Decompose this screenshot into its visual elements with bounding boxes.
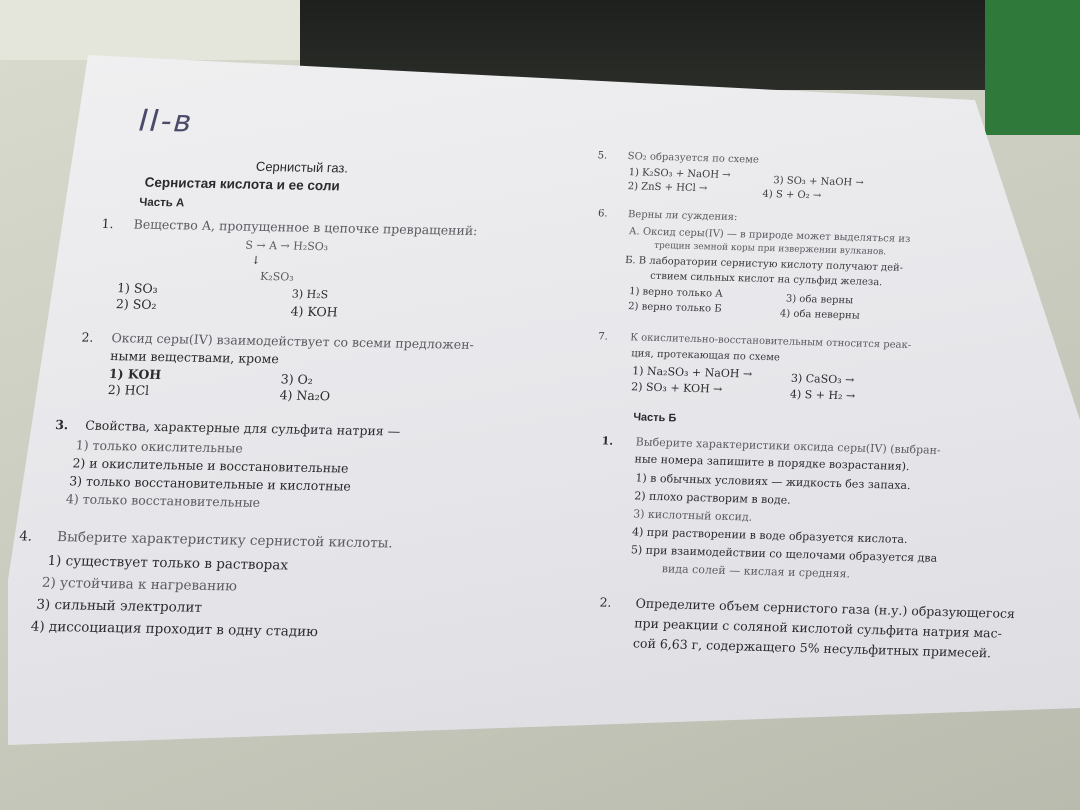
q5-option-2: 2) ZnS + HCl → bbox=[627, 181, 708, 195]
part-b-q1-option-5: 5) при взаимодействии со щелочами образуется два bbox=[630, 543, 938, 565]
q2-text-line-2: ными веществами, кроме bbox=[109, 348, 280, 367]
q7-number: 7. bbox=[597, 331, 609, 343]
q1-chain-product: K₂SO₃ bbox=[259, 269, 295, 284]
q6-number: 6. bbox=[597, 208, 608, 220]
q6-statement-a-line-2: трещин земной коры при извержении вулканов. bbox=[653, 240, 887, 258]
q1-option-4: 4) KOH bbox=[290, 303, 339, 320]
q2-option-3: 3) O₂ bbox=[280, 371, 314, 387]
q6-text: Верны ли суждения: bbox=[627, 209, 738, 224]
q2-option-1: 1) KOH bbox=[108, 366, 162, 383]
q3-option-1: 1) только окислительные bbox=[75, 437, 244, 456]
q3-option-2: 2) и окислительные и восстановительные bbox=[72, 455, 350, 476]
q2-option-4: 4) Na₂O bbox=[279, 387, 331, 404]
q6-statement-b-line-2: ствием сильных кислот на сульфид железа. bbox=[649, 270, 883, 289]
part-b-q1-option-2: 2) плохо растворим в воде. bbox=[633, 489, 792, 507]
background-wall bbox=[0, 0, 300, 60]
q6-statement-b-line-1: Б. В лаборатории сернистую кислоту получают дей- bbox=[624, 255, 904, 274]
background-green-object bbox=[985, 0, 1080, 135]
q5-option-3: 3) SO₃ + NaOH → bbox=[772, 175, 865, 189]
q1-number: 1. bbox=[101, 215, 115, 232]
q3-option-4: 4) только восстановительные bbox=[65, 491, 261, 510]
q4-option-4: 4) диссоциация проходит в одну стадию bbox=[30, 618, 319, 641]
q4-option-2: 2) устойчива к нагреванию bbox=[41, 574, 238, 595]
q1-option-2: 2) SO₂ bbox=[115, 296, 158, 312]
q6-option-2: 2) верно только Б bbox=[627, 301, 722, 315]
title-line-2: Сернистая кислота и ее соли bbox=[144, 174, 341, 194]
q2-number: 2. bbox=[81, 329, 95, 345]
part-b-q1-text-line-1: Выберите характеристики оксида серы(IV) (выбран- bbox=[635, 435, 942, 457]
part-b-q1-option-5-continuation: вида солей — кислая и средняя. bbox=[661, 562, 851, 581]
part-a-heading: Часть А bbox=[138, 196, 185, 210]
part-b-q2-text-line-3: сой 6,63 г, содержащего 5% несульфитных примесей. bbox=[632, 635, 992, 661]
q6-option-4: 4) оба неверны bbox=[779, 308, 861, 322]
part-b-heading: Часть Б bbox=[632, 411, 677, 425]
q3-text: Свойства, характерные для сульфита натрия — bbox=[84, 417, 401, 439]
q1-option-3: 3) H₂S bbox=[291, 287, 329, 302]
handwritten-variant-label: II-в bbox=[137, 103, 195, 140]
q7-option-2: 2) SO₃ + KOH → bbox=[630, 380, 723, 396]
q7-text-line-2: ция, протекающая по схеме bbox=[630, 348, 781, 364]
q7-text-line-1: К окислительно-восстановительным относится реак- bbox=[629, 332, 912, 352]
part-b-q1-number: 1. bbox=[601, 434, 614, 448]
q7-option-3: 3) CaSO₃ → bbox=[790, 371, 855, 387]
q1-text: Вещество А, пропущенное в цепочке превращений: bbox=[133, 216, 478, 239]
q5-text: SO₂ образуется по схеме bbox=[627, 151, 760, 166]
q5-option-1: 1) K₂SO₃ + NaOH → bbox=[628, 167, 731, 181]
part-b-q2-text-line-1: Определите объем сернистого газа (н.у.) образующегося bbox=[635, 595, 1016, 622]
part-b-q1-option-1: 1) в обычных условиях — жидкость без запаха. bbox=[635, 471, 911, 493]
q7-option-4: 4) S + H₂ → bbox=[789, 387, 856, 403]
q1-option-1: 1) SO₃ bbox=[116, 280, 159, 296]
q1-chain: S → A → H₂SO₃ bbox=[244, 238, 329, 254]
part-b-q1-text-line-2: ные номера запишите в порядке возрастания). bbox=[634, 452, 910, 474]
part-b-q2-text-line-2: при реакции с соляной кислотой сульфита натрия мас- bbox=[633, 615, 1003, 641]
q3-number: 3. bbox=[54, 417, 69, 433]
q6-option-1: 1) верно только А bbox=[628, 286, 724, 300]
title-line-1: Сернистый газ. bbox=[255, 158, 349, 176]
q2-option-2: 2) HCl bbox=[107, 382, 150, 398]
part-b-q1-option-3: 3) кислотный оксид. bbox=[632, 507, 753, 524]
q5-option-4: 4) S + O₂ → bbox=[762, 188, 822, 202]
q6-statement-a-line-1: А. Оксид серы(IV) — в природе может выделяться из bbox=[628, 226, 911, 245]
q1-chain-arrow: ↓ bbox=[250, 253, 261, 267]
q7-option-1: 1) Na₂SO₃ + NaOH → bbox=[631, 364, 753, 381]
q3-option-3: 3) только восстановительные и кислотные bbox=[68, 473, 352, 494]
q4-option-1: 1) существует только в растворах bbox=[46, 552, 289, 574]
q4-number: 4. bbox=[18, 528, 33, 545]
q4-option-3: 3) сильный электролит bbox=[35, 596, 203, 616]
part-b-q1-option-4: 4) при растворении в воде образуется кислота. bbox=[631, 525, 908, 547]
q6-option-3: 3) оба верны bbox=[785, 293, 854, 307]
q4-text: Выберите характеристику сернистой кислоты. bbox=[56, 529, 394, 552]
q2-text-line-1: Оксид серы(IV) взаимодействует со всеми предложен- bbox=[111, 330, 475, 353]
q5-number: 5. bbox=[597, 150, 608, 162]
part-b-q2-number: 2. bbox=[599, 594, 613, 610]
